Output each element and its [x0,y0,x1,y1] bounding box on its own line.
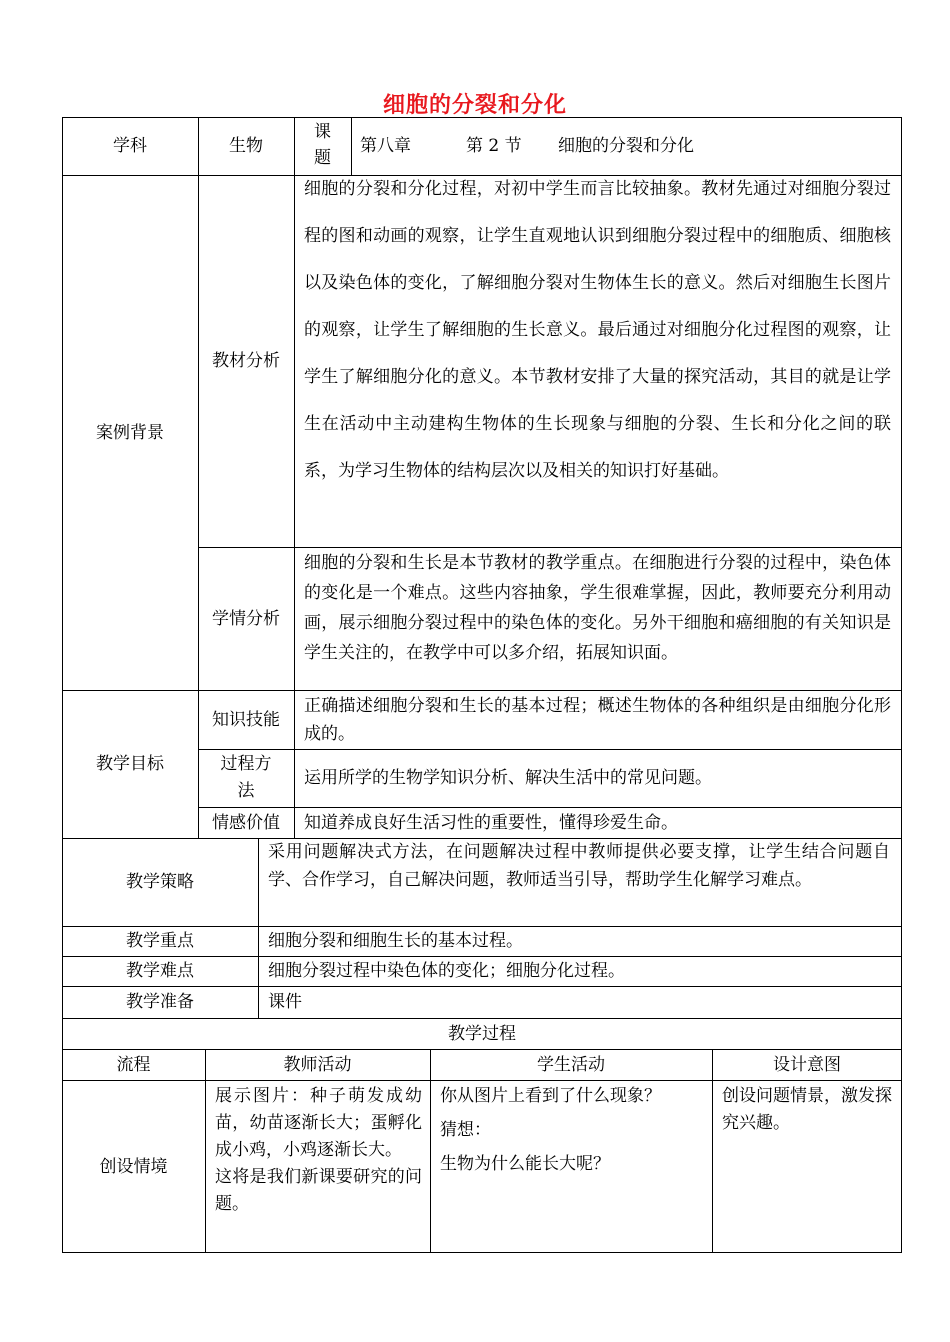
difficulties-text: 细胞分裂过程中染色体的变化；细胞分化过程。 [268,961,625,981]
column-header-teacher: 教师活动 [283,1054,352,1075]
key-points-text: 细胞分裂和细胞生长的基本过程。 [268,931,523,951]
textbook-analysis-label: 教材分析 [212,351,280,371]
preparation-text: 课件 [268,992,302,1012]
topic-value [360,135,890,159]
process-heading: 教学过程 [448,1023,516,1044]
topic-name: 细胞的分裂和分化 [558,136,694,156]
page-title: 细胞的分裂和分化 [382,92,567,118]
difficulties-label: 教学难点 [126,961,194,981]
subject-value: 生物 [229,136,263,156]
process-method-line-1: 过程方 [220,754,272,774]
table-row-student-activity [440,1085,704,1175]
column-header-stage: 流程 [116,1054,151,1075]
topic-label-line-1: 课 [314,122,331,142]
teacher-activity-text: 展示图片：种子萌发成幼苗，幼苗逐渐长大；蛋孵化成小鸡，小鸡逐渐长大。 [215,1086,422,1160]
learner-analysis-text: 细胞的分裂和生长是本节教材的教学重点。在细胞进行分裂的过程中，染色体的变化是一个难点。这些内容抽象，学生很难掌握，因此，教师要充分利用动画，展示细胞分裂过程中的染色体的变化。另外干细胞和癌细胞的有关知识是学生关注的，在教学中可以多介绍，拓展知识面。 [304,553,891,663]
process-method-line-2: 法 [237,781,255,801]
strategy-text: 采用问题解决式方法，在问题解决过程中教师提供必要支撑，让学生结合问题自学、合作学习，自己解决问题，教师适当引导，帮助学生化解学习难点。 [268,842,890,890]
column-header-student: 学生活动 [537,1054,605,1075]
textbook-analysis-text: 细胞的分裂和分化过程，对初中学生而言比较抽象。教材先通过对细胞分裂过程的图和动画的观察，让学生直观地认识到细胞分裂过程中的细胞质、细胞核以及染色体的变化，了解细胞分裂对生物体生长的意义。然后对细胞生长图片的观察，让学生了解细胞的生长意义。最后通过对细胞分化过程图的观察，让学生了解细胞分化的意义。本节教材安排了大量的探究活动，其目的就是让学生在活动中主动建构生物体的生长现象与细胞的分裂、生长和分化之间的联系，为学习生物体的结构层次以及相关的知识打好基础。 [304,179,891,481]
process-method-text: 运用所学的生物学知识分析、解决生活中的常见问题。 [304,768,712,788]
background-label: 案例背景 [96,422,164,443]
table-row-design-intent: 创设问题情景，激发探究兴趣。 [722,1086,892,1133]
knowledge-skills-text: 正确描述细胞分裂和生长的基本过程；概述生物体的各种组织是由细胞分化形成的。 [304,696,891,744]
preparation-label: 教学准备 [126,992,194,1012]
chapter-label: 第八章 [360,136,411,156]
topic-label-line-2: 题 [314,148,331,168]
knowledge-skills-label: 知识技能 [212,709,280,730]
values-text: 知道养成良好生活习性的重要性，懂得珍爱生命。 [304,813,678,833]
teacher-activity-extra: 这将是我们新课要研究的问题。 [215,1167,422,1214]
table-row-stage: 创设情境 [99,1156,168,1177]
student-question: 你从图片上看到了什么现象？ [440,1086,661,1106]
goals-label: 教学目标 [96,754,164,774]
section-label: 第 2 节 [466,136,522,156]
student-guess-text: 生物为什么能长大呢？ [440,1154,610,1174]
subject-label: 学科 [113,136,147,156]
student-guess-label: 猜想： [440,1120,491,1140]
process-method-label [198,751,294,807]
key-points-label: 教学重点 [126,931,194,951]
strategy-label: 教学策略 [126,872,194,892]
values-label: 情感价值 [212,812,280,833]
table-row-teacher-activity [215,1083,422,1218]
column-header-intent: 设计意图 [773,1054,841,1075]
learner-analysis-label: 学情分析 [212,608,280,629]
